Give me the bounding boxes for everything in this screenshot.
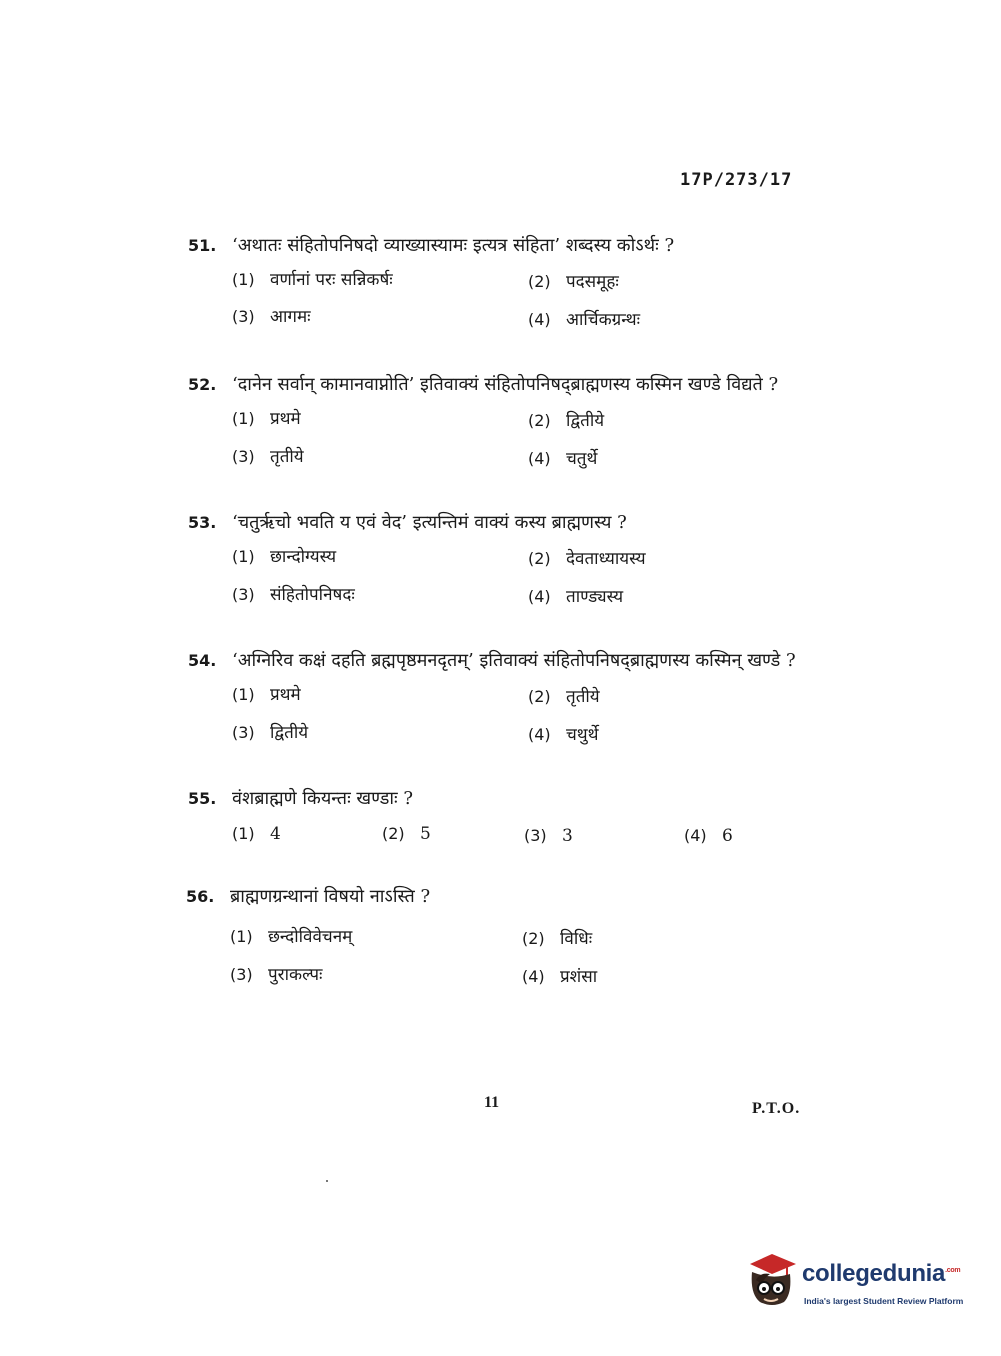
option: (1) 4 (232, 824, 281, 844)
question-text: ‘अग्निरिव कक्षं दहति ब्रह्मपृष्ठमनदृतम्’ इतिवाक्यं संहितोपनिषद्ब्राह्मणस्य कस्मिन् खण्डे ? (232, 650, 796, 671)
question-number: 56. (186, 887, 215, 906)
question-number: 51. (188, 236, 217, 255)
paper-code: 17P/273/17 (680, 170, 793, 190)
question-text: ‘अथातः संहितोपनिषदो व्याख्यास्यामः इत्यत्र संहिता’ शब्दस्य कोऽर्थः ? (232, 235, 675, 256)
question-53 (188, 510, 828, 614)
option: (2) तृतीये (528, 687, 600, 707)
option: (1) प्रथमे (232, 685, 301, 705)
option: (4) 6 (684, 826, 733, 846)
option: (4) आर्चिकग्रन्थः (528, 310, 641, 330)
question-text: वंशब्राह्मणे कियन्तः खण्डाः ? (232, 788, 414, 809)
option: (3) आगमः (232, 307, 311, 327)
question-text: ब्राह्मणग्रन्थानां विषयो नाऽस्ति ? (230, 886, 431, 907)
question-number: 52. (188, 375, 217, 394)
question-text: ‘दानेन सर्वान् कामानवाप्नोति’ इतिवाक्यं संहितोपनिषद्ब्राह्मणस्य कस्मिन खण्डे विद्यते ? (232, 374, 779, 395)
option: (4) चतुर्थे (528, 449, 598, 469)
collegedunia-watermark (742, 1250, 968, 1310)
option: (1) वर्णानां परः सन्निकर्षः (232, 270, 393, 290)
option: (3) संहितोपनिषदः (232, 585, 355, 605)
option: (4) चथुर्थे (528, 725, 599, 745)
brand-name: collegedunia$^{.com}$ (802, 1260, 961, 1287)
question-number: 55. (188, 789, 217, 808)
option: (3) 3 (524, 826, 573, 846)
option: (1) प्रथमे (232, 409, 301, 429)
page-number: 11 (484, 1094, 500, 1111)
question-52 (188, 372, 828, 476)
scan-speck (326, 1180, 328, 1182)
option: (2) विधिः (522, 929, 593, 949)
question-56 (186, 884, 826, 988)
option: (3) द्वितीये (232, 723, 309, 743)
option: (2) पदसमूहः (528, 272, 619, 292)
question-number: 54. (188, 651, 217, 670)
option: (2) 5 (382, 824, 431, 844)
option: (3) पुराकल्पः (230, 965, 323, 985)
pto-label: P.T.O. (752, 1100, 801, 1117)
option: (3) तृतीये (232, 447, 304, 467)
option: (1) छान्दोग्यस्य (232, 547, 337, 567)
option: (2) देवताध्यायस्य (528, 549, 646, 569)
question-text: ‘चतुर्ऋचो भवति य एवं वेद’ इत्यन्तिमं वाक्यं कस्य ब्राह्मणस्य ? (232, 512, 627, 533)
option: (2) द्वितीये (528, 411, 605, 431)
question-55 (188, 786, 828, 860)
mascot-logo-icon (742, 1250, 800, 1308)
option: (4) प्रशंसा (522, 967, 598, 987)
question-number: 53. (188, 513, 217, 532)
option: (1) छन्दोविवेचनम् (230, 927, 353, 947)
brand-tagline: India's largest Student Review Platform (804, 1296, 964, 1306)
question-54 (188, 648, 828, 752)
option: (4) ताण्ड्यस्य (528, 587, 624, 607)
question-51 (188, 233, 828, 337)
